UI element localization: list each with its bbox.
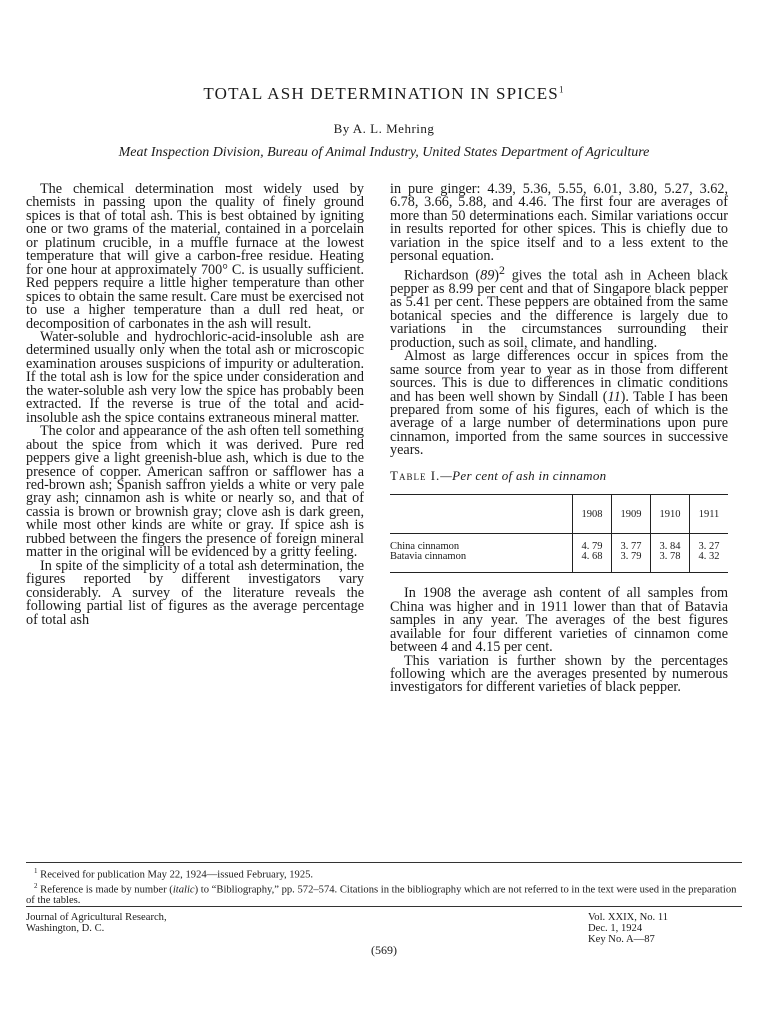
paragraph-continued: in pure ginger: 4.39, 5.36, 5.55, 6.01, 3.80, 5.27, 3.62, 6.78, 3.66, 5.88, and 4.46. The first four are averages of more than 50 determinations each. Similar variations occur in results reported for other spices. This is chiefly due to variation in the spice itself and to a less extent to the personal equation. xyxy=(390,181,728,265)
page-number: (569) xyxy=(371,943,397,957)
table-cell: 3. 78 xyxy=(651,552,690,573)
paragraph: In 1908 the average ash content of all samples from China was higher and in 1911 lower than that of Batavia samples in any year. The averages of the best figures available for four different varieties of cinnamon come between 4 and 4.15 per cent. xyxy=(390,585,728,656)
text-span: Almost as large differences occur in spices from the same source from year to year as in those from different sources. This is due to differences in climatic conditions and has been well shown by Sindall ( xyxy=(390,348,728,405)
journal-location: Washington, D. C. xyxy=(26,923,105,934)
key-number: Key No. A—87 xyxy=(588,934,655,945)
text-span: ). Table I has been prepared from some of his figures, each of which is the average of a large number of determinations upon pure cinnamon, imported from the same sources in successive years. xyxy=(390,388,728,459)
text-span: Richardson ( xyxy=(404,267,481,284)
table-label: Table I. xyxy=(390,467,441,483)
paragraph-sindall xyxy=(390,350,728,458)
paragraph: In spite of the simplicity of a total ash determination, the figures reported by different investigators vary considerably. A survey of the literature reveals the following partial list of figures as the average percentage of total ash xyxy=(26,557,364,628)
paragraph-richardson xyxy=(390,264,728,350)
table-header-blank xyxy=(390,495,573,534)
year-header: 1909 xyxy=(612,495,651,534)
footnote-mark-2: 2 xyxy=(499,262,505,277)
article-title xyxy=(0,84,768,104)
paragraph: The chemical determination most widely used by chemists in passing upon the quality of finely ground spices is that of total ash. This is best obtained by igniting one or two grams of the material, contained in a porcelain or platinum crucible, in a muffle furnace at the lowest temperature that will give a carbon-free residue. Heating for one hour at approximately 700° C. is usually sufficient. Red peppers require a little higher temperature than other spices to obtain the same result. Care must be exercised not to use a higher temperature than a dull red heat, or decomposition of carbonates in the ash will result. xyxy=(26,181,364,332)
left-column xyxy=(26,183,364,627)
table-cell: 4. 32 xyxy=(690,552,729,573)
journal-name: Journal of Agricultural Research, xyxy=(26,912,167,923)
issue-date: Dec. 1, 1924 xyxy=(588,923,643,934)
row-label: China cinnamon xyxy=(390,541,460,553)
year-header: 1910 xyxy=(651,495,690,534)
footnote-marker: 1 xyxy=(34,867,38,875)
article-title-text: TOTAL ASH DETERMINATION IN SPICES xyxy=(203,84,559,103)
row-label: Batavia cinnamon xyxy=(390,552,573,573)
table-caption-text: —Per cent of ash in cinnamon xyxy=(440,467,607,483)
footnote-italic: italic xyxy=(172,884,195,896)
year-header: 1908 xyxy=(573,495,612,534)
footer-divider xyxy=(26,906,742,907)
table-caption xyxy=(390,469,728,482)
table-cell: 3. 84 xyxy=(651,534,690,553)
year-header: 1911 xyxy=(690,495,729,534)
table-cell: 3. 79 xyxy=(612,552,651,573)
footnote xyxy=(26,881,742,907)
footnote xyxy=(26,866,742,881)
author-affiliation: Meat Inspection Division, Bureau of Animal Industry, United States Department of Agriculture xyxy=(118,145,650,160)
table-cell: 4. 68 xyxy=(573,552,612,573)
right-column xyxy=(390,183,728,695)
footnote-text: Reference is made by number ( xyxy=(40,884,173,896)
footnote-text: Received for publication May 22, 1924—issued February, 1925. xyxy=(40,869,314,881)
table-cell: 3. 77 xyxy=(612,534,651,553)
table-row xyxy=(390,552,728,573)
table-cell: 3. 27 xyxy=(690,534,729,553)
footnotes xyxy=(26,866,742,906)
footnote-text: ) to “Bibliography,” pp. 572–574. Citations in the bibliography which are not referred to in the text were used in the preparation of the tables. xyxy=(26,884,737,907)
volume-number: Vol. XXIX, No. 11 xyxy=(588,912,669,923)
paragraph: The color and appearance of the ash often tell something about the spice from which it was derived. Pure red peppers give a light greenish-blue ash, which is due to the presence of copper. American saffron or safflower has a red-brown ash; Spanish saffron yields a white or very pale gray ash; cinnamon ash is white or nearly so, and that of cassia is brown or brownish gray; clove ash is dark green, while most other kinds are white or gray. If spice ash is rubbed between the fingers the presence of foreign mineral matter in the original will be evidenced by a gritty feeling. xyxy=(26,423,364,561)
reference-number: 89 xyxy=(480,267,495,284)
volume-info xyxy=(588,912,668,945)
text-span: ) xyxy=(494,267,500,284)
footnote-marker: 2 xyxy=(34,881,38,890)
paragraph: Water-soluble and hydrochloric-acid-insoluble ash are determined usually only when the total ash or microscopic examination arouses suspicions of impurity or adulteration. If the total ash is low for the spice under consideration and the water-soluble ash very low the spice has probably been extracted. If the reverse is true of the total and acid-insoluble ash the spice contains extraneous mineral matter. xyxy=(26,328,364,426)
table-cell: 4. 79 xyxy=(573,534,612,553)
reference-number: 11 xyxy=(607,388,621,405)
journal-info xyxy=(26,912,167,934)
paragraph: This variation is further shown by the percentages following which are the averages presented by numerous investigators for different varieties of black pepper. xyxy=(390,652,728,696)
table-row xyxy=(390,534,728,553)
author-byline: By A. L. Mehring xyxy=(333,121,435,136)
text-span: gives the total ash in Acheen black pepper as 8.99 per cent and that of Singapore black pepper as 5.41 per cent. These peppers are obtained from the same botanical species and the difference is largely due to variations in the circumstances surrounding their production, such as soil, climate, and handling. xyxy=(390,267,728,351)
cinnamon-ash-table xyxy=(390,494,728,573)
footnote-mark-1: 1 xyxy=(558,84,565,95)
footnote-divider xyxy=(26,862,742,863)
table-header-row xyxy=(390,495,728,534)
